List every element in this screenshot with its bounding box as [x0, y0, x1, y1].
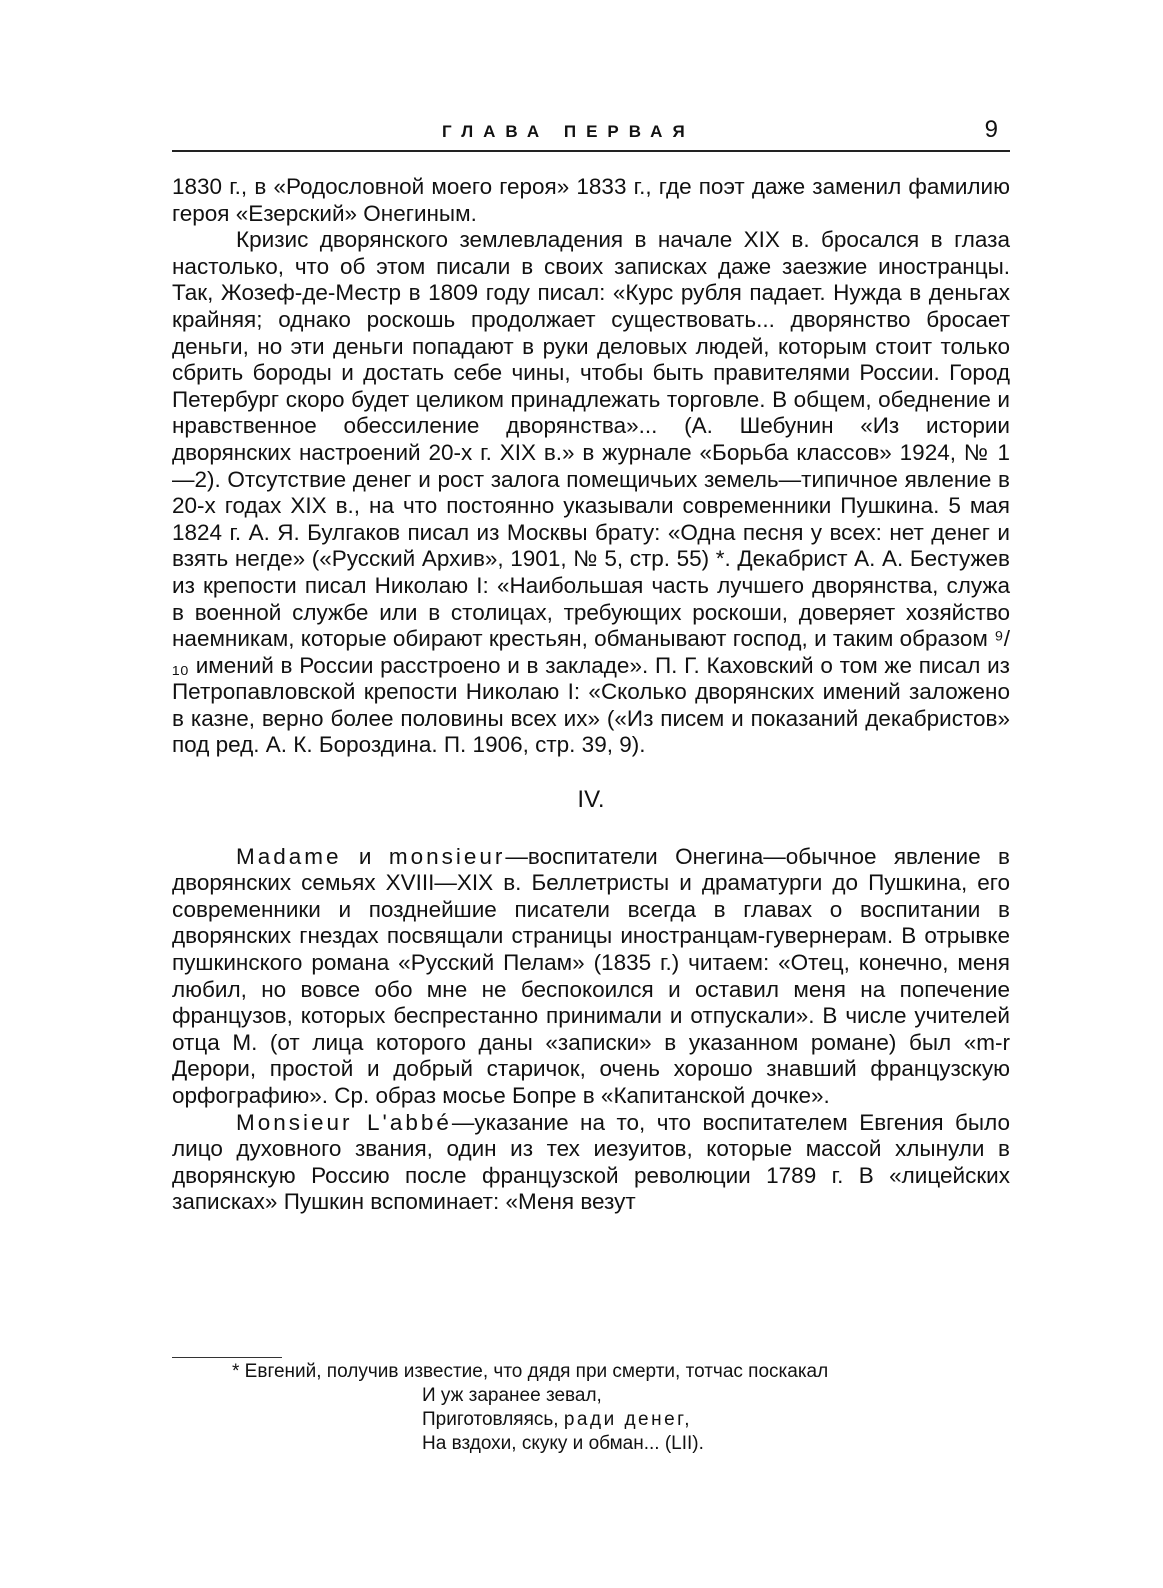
footnote [232, 1360, 992, 1456]
paragraph-text: Кризис дворянского землевладения в начале XIX в. бросался в глаза настолько, что об этом писали в своих записках даже заезжие иностранцы. Так, Жозеф-де-Местр в 1809 году писал: «Курс рубля падает. Нужда в деньгах крайняя; однако роскошь продолжает существовать... дворянство бросает деньги, но эти деньги попадают в руки деловых людей, которым стоит только сбрить бороды и достать себе чины, чтобы быть правителями России. Город Петербург скоро будет целиком принадлежать торговле. В общем, обеднение и нравственное обессиление дворянства»... (А. Шебунин «Из истории дворянских настроений 20-х г. XIX в.» в журнале «Борьба классов» 1924, № 1—2). Отсутствие денег и рост залога помещичьих земель—типичное явление в 20-х годах XIX в., на что постоянно указывали современники Пушкина. 5 мая 1824 г. А. Я. Булгаков писал из Москвы брату: «Одна песня у всех: нет денег и взять негде» («Русский Архив», 1901, № 5, стр. 55) *. Декабрист А. А. Бестужев из крепости писал Николаю I: «Наибольшая часть лучшего дворянства, служа в военной службе или в столицах, требующих роскоши, доверяет хозяйство наемникам, которые обирают крестьян, обманывают господ, и таким образом [172, 227, 1010, 652]
paragraph-text: —указание на то, что воспитателем Евгения было лицо духовного звания, один из тех иезуитов, которые массой хлынули в дворянскую Россию после французской революции 1789 г. В «лицейских записках» Пушкин вспоминает: «Меня везут [172, 1109, 1011, 1215]
paragraph-tutors [172, 844, 1010, 1110]
paragraph-text-tail: имений в России расстроено и в закладе». П. Г. Каховский о том же писал из Петропавловской крепости Николаю I: «Сколько дворянских имений заложено в казне, верно более половины всех их» («Из писем и показаний декабристов» под ред. А. К. Бороздина. П. 1906, стр. 39, 9). [172, 652, 1010, 758]
page-number: 9 [984, 116, 998, 143]
chapter-title: ГЛАВА ПЕРВАЯ [442, 122, 695, 141]
term-monsieur: monsieur [388, 843, 506, 869]
conjunction: и [358, 843, 372, 869]
paragraph-abbe [172, 1110, 1010, 1216]
term-madame: Madame [236, 843, 342, 869]
paragraph-continued: 1830 г., в «Родословной моего героя» 1833 г., где поэт даже заменил фамилию героя «Езерский» Онегиным. [172, 174, 1010, 226]
paragraph-land-crisis [172, 227, 1010, 759]
footnote-verse-1: И уж заранее зевал, [422, 1385, 602, 1406]
paragraph-text: —воспитатели Онегина—обычное явление в дворянских семьях XVIII—XIX в. Беллетристы и драматурги до Пушкина, его современники и позднейшие писатели всегда в главах о воспитании в дворянских гнездах посвящали страницы иностранцам-гувернерам. В отрывке пушкинского романа «Русский Пелам» (1835 г.) читаем: «Отец, конечно, меня любил, но вовсе обо мне не беспокоился и оставил меня на попечение французов, которых беспрестанно принимали и отпускали». В числе учителей отца М. (от лица которого даны «записки» в указанном романе) был «m-r Дерори, простой и добрый старичок, очень хорошо знавший французскую орфографию». Ср. образ мосье Бопре в «Капитанской дочке». [172, 843, 1010, 1108]
footnote-verse-2-start: Приготовляясь, [422, 1409, 559, 1430]
footnote-verse-3: На вздохи, скуку и обман... (LII). [422, 1433, 704, 1454]
running-header [172, 116, 1010, 152]
footnote-verse-2 [232, 1408, 992, 1432]
footnote-divider [172, 1357, 282, 1358]
footnote-line-1: * Евгений, получив известие, что дядя при смерти, тотчас поскакал [232, 1361, 829, 1382]
footnote-spaced-words: ради денег, [563, 1409, 693, 1430]
term-monsieur-labbe: Monsieur L'abbé [236, 1109, 452, 1135]
fraction: ⁹/₁₀ [172, 626, 1010, 678]
section-heading: IV. [577, 786, 605, 814]
main-text [172, 174, 1010, 1216]
